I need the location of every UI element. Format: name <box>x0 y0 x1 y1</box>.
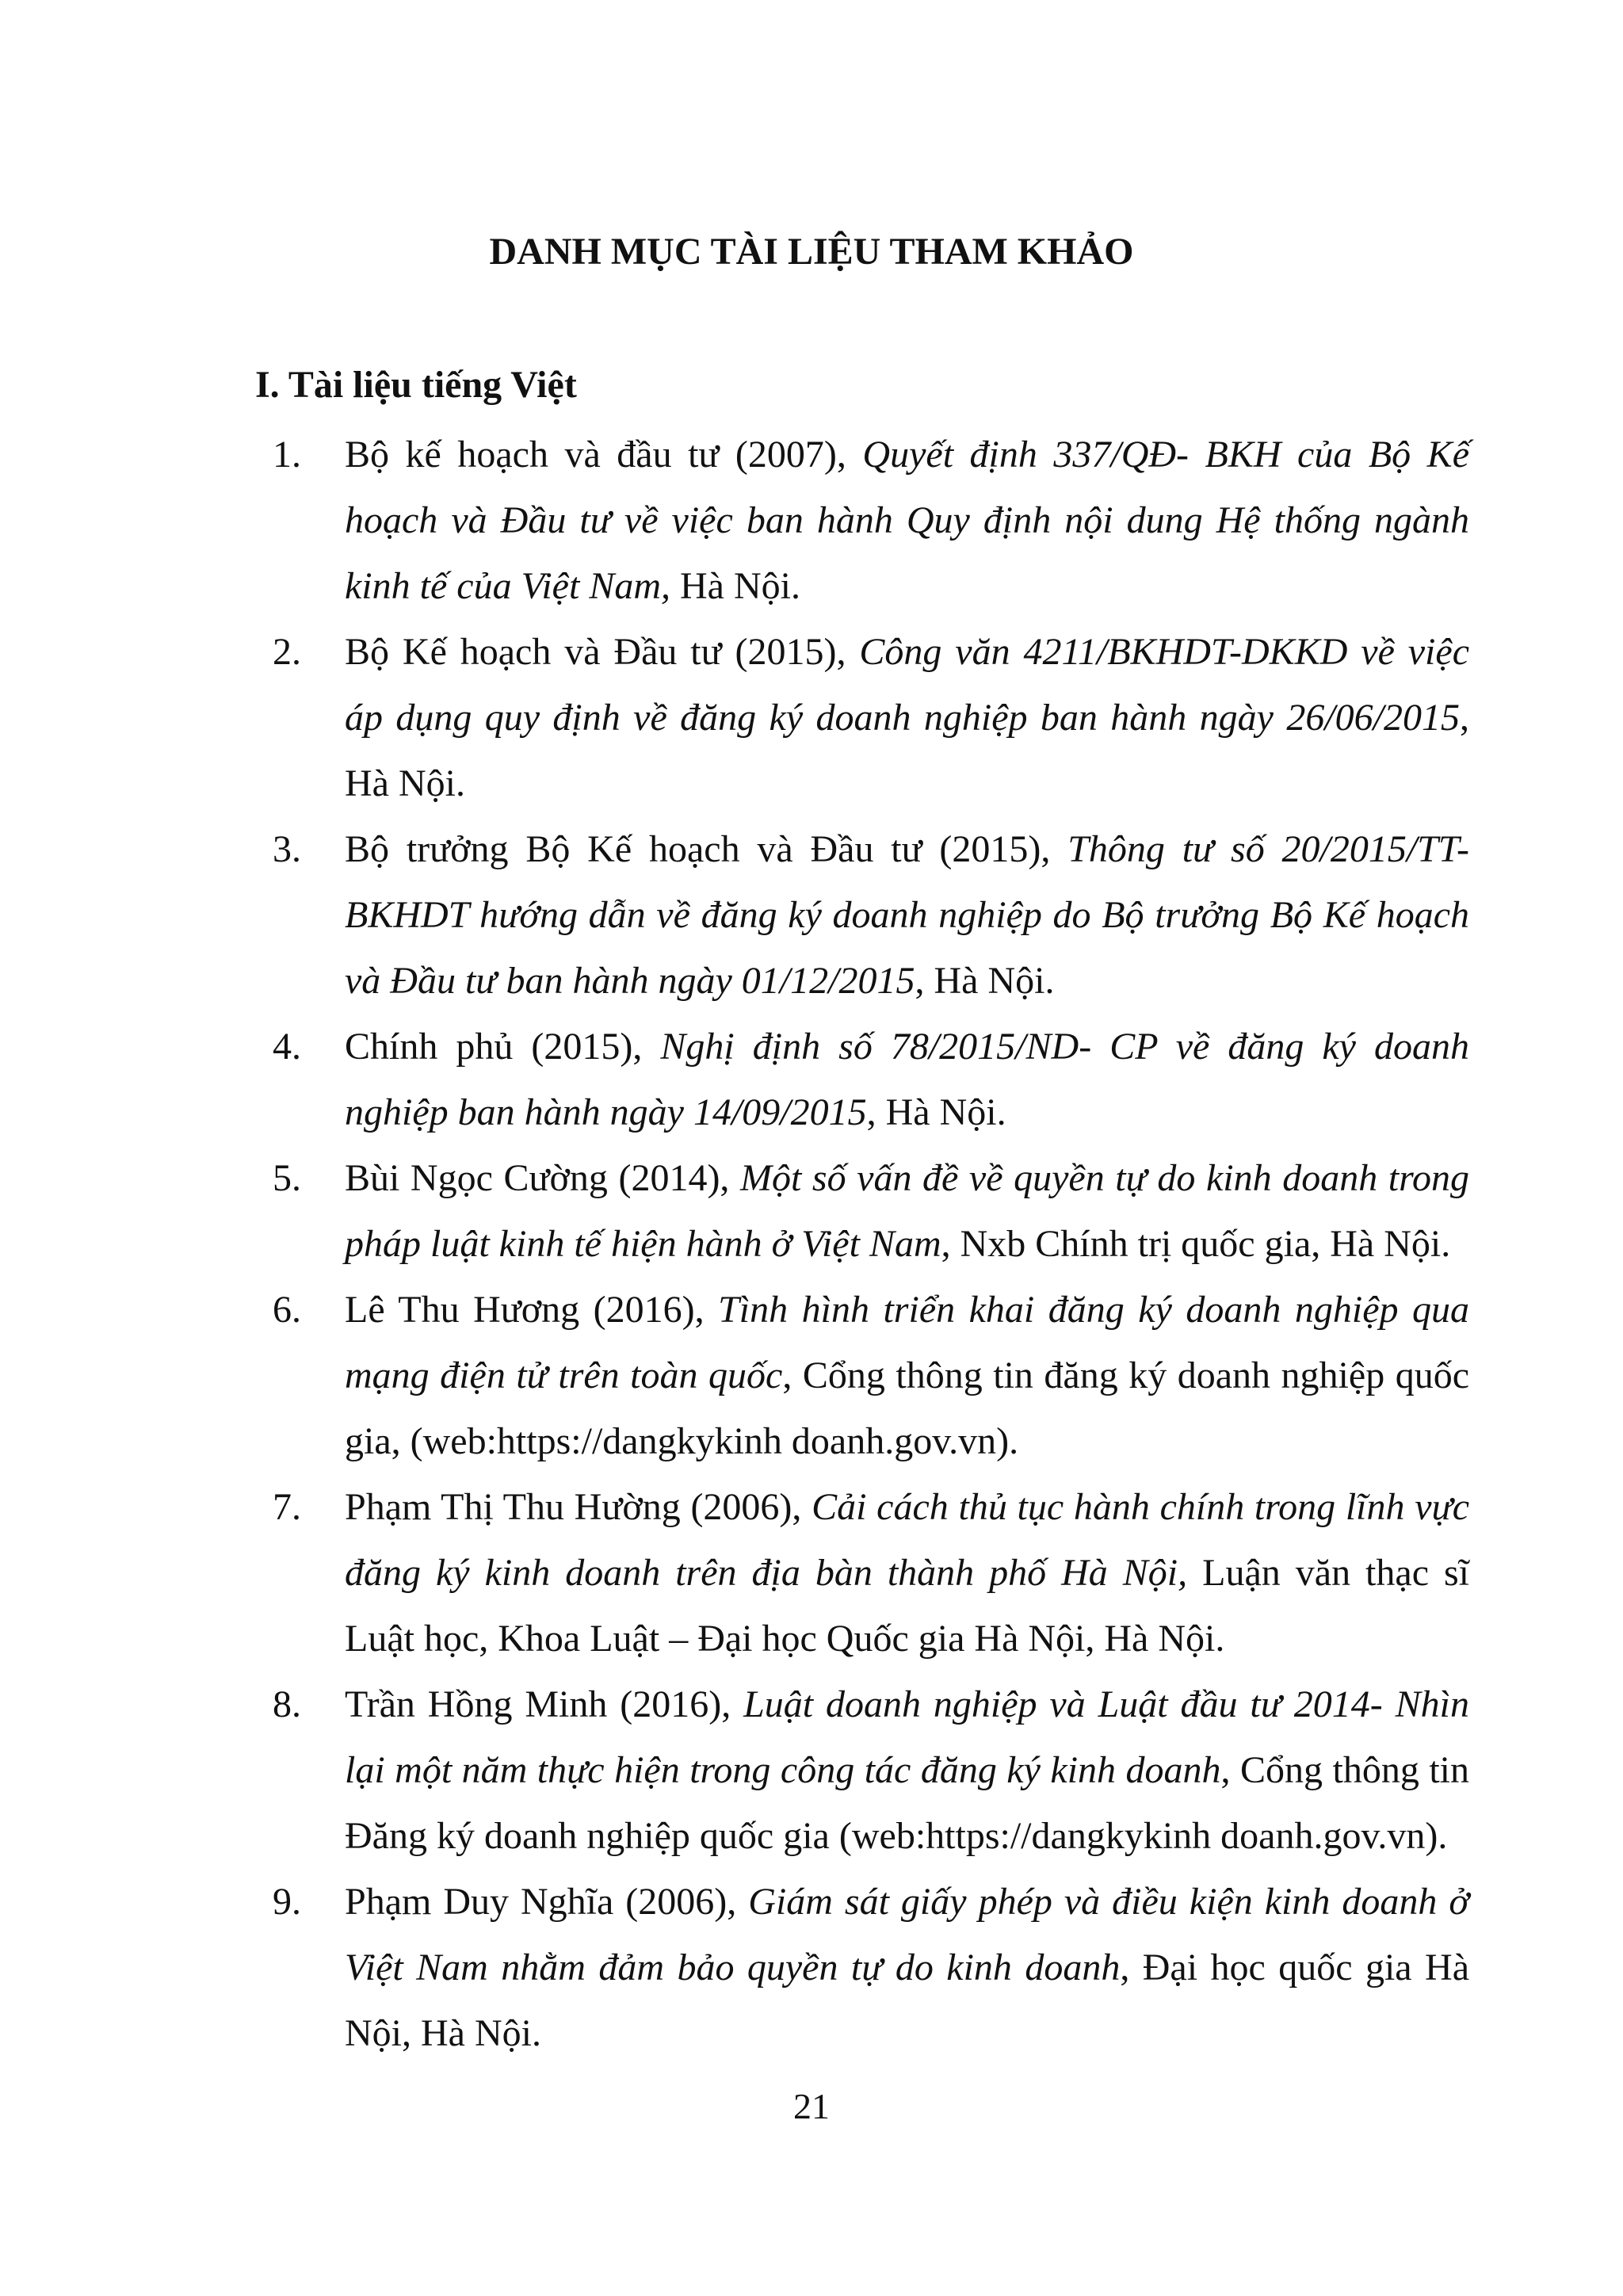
reference-author: Trần Hồng Minh (2016), <box>345 1683 744 1725</box>
page-number: 21 <box>793 2086 830 2126</box>
reference-author: Chính phủ (2015), <box>345 1026 661 1068</box>
reference-item-8 <box>255 1671 1469 1869</box>
reference-author: Bộ Kế hoạch và Đầu tư (2015), <box>345 631 860 673</box>
reference-number: 7. <box>273 1486 301 1528</box>
reference-item-6 <box>255 1277 1469 1474</box>
reference-details: , Hà Nội. <box>915 960 1055 1002</box>
reference-author: Bộ kế hoạch và đầu tư (2007), <box>345 434 863 476</box>
reference-title: Nghị định số 78/2015/ND- CP về đăng ký doanh nghiệp ban hành ngày 14/09/2015 <box>345 1026 1470 1133</box>
reference-item-4 <box>255 1014 1469 1145</box>
reference-details: , Cổng thông tin đăng ký doanh nghiệp quốc gia, (web:https://dangkykinh doanh.gov.vn). <box>345 1354 1470 1462</box>
reference-number: 6. <box>273 1289 301 1331</box>
reference-details: , Hà Nội. <box>866 1091 1006 1133</box>
reference-details: Hà Nội. <box>670 565 800 607</box>
reference-author: Lê Thu Hương (2016), <box>345 1289 719 1331</box>
reference-item-9 <box>255 1869 1469 2066</box>
reference-title: Luật doanh nghiệp và Luật đầu tư 2014- Nhìn lại một năm thực hiện trong công tác đăng ký kinh doanh <box>345 1683 1469 1791</box>
reference-title: Thông tư số 20/2015/TT-BKHDT hướng dẫn về đăng ký doanh nghiệp do Bộ trưởng Bộ Kế hoạch và Đầu tư ban hành ngày 01/12/2015 <box>345 828 1470 1002</box>
reference-details: Luận văn thạc sĩ Luật học, Khoa Luật – Đại học Quốc gia Hà Nội, Hà Nội. <box>345 1552 1470 1660</box>
reference-details: , Hà Nội. <box>345 697 1469 804</box>
reference-item-5 <box>255 1145 1469 1277</box>
reference-number: 2. <box>273 631 301 673</box>
reference-details: , Nxb Chính trị quốc gia, Hà Nội. <box>941 1223 1451 1265</box>
reference-number: 3. <box>273 828 301 870</box>
reference-title: Giám sát giấy phép và điều kiện kinh doanh ở Việt Nam nhằm đảm bảo quyền tự do kinh doanh <box>345 1881 1469 1988</box>
reference-number: 9. <box>273 1881 301 1923</box>
reference-title: Một số vấn đề về quyền tự do kinh doanh trong pháp luật kinh tế hiện hành ở Việt Nam <box>345 1157 1470 1265</box>
reference-list <box>255 422 1469 2066</box>
reference-author: Phạm Thị Thu Hường (2006), <box>345 1486 812 1528</box>
reference-author: Phạm Duy Nghĩa (2006), <box>345 1881 749 1923</box>
reference-number: 8. <box>273 1683 301 1725</box>
reference-item-3 <box>255 816 1469 1014</box>
reference-details: , Cổng thông tin Đăng ký doanh nghiệp quốc gia (web:https://dangkykinh doanh.gov.vn). <box>345 1749 1469 1857</box>
reference-number: 1. <box>273 434 301 476</box>
reference-author: Bộ trưởng Bộ Kế hoạch và Đầu tư (2015), <box>345 828 1068 870</box>
reference-item-2 <box>255 619 1469 816</box>
reference-title: Quyết định 337/QĐ- BKH của Bộ Kế hoạch và Đầu tư về việc ban hành Quy định nội dung Hệ thống ngành kinh tế của Việt Nam, <box>345 434 1470 607</box>
reference-title: Tình hình triển khai đăng ký doanh nghiệp qua mạng điện tử trên toàn quốc <box>345 1289 1470 1396</box>
reference-title: Công văn 4211/BKHDT-DKKD về việc áp dụng quy định về đăng ký doanh nghiệp ban hành ngày 26/06/2015 <box>345 631 1470 739</box>
section-heading: I. Tài liệu tiếng Việt <box>255 364 577 406</box>
reference-item-7 <box>255 1474 1469 1671</box>
reference-number: 4. <box>273 1026 301 1068</box>
reference-title: Cải cách thủ tục hành chính trong lĩnh vực đăng ký kinh doanh trên địa bàn thành phố Hà Nội, <box>345 1486 1470 1594</box>
reference-author: Bùi Ngọc Cường (2014), <box>345 1157 741 1199</box>
reference-details: , Đại học quốc gia Hà Nội, Hà Nội. <box>345 1946 1469 2054</box>
reference-item-1 <box>255 422 1469 619</box>
reference-number: 5. <box>273 1157 301 1199</box>
page-title: DANH MỤC TÀI LIỆU THAM KHẢO <box>489 231 1134 273</box>
